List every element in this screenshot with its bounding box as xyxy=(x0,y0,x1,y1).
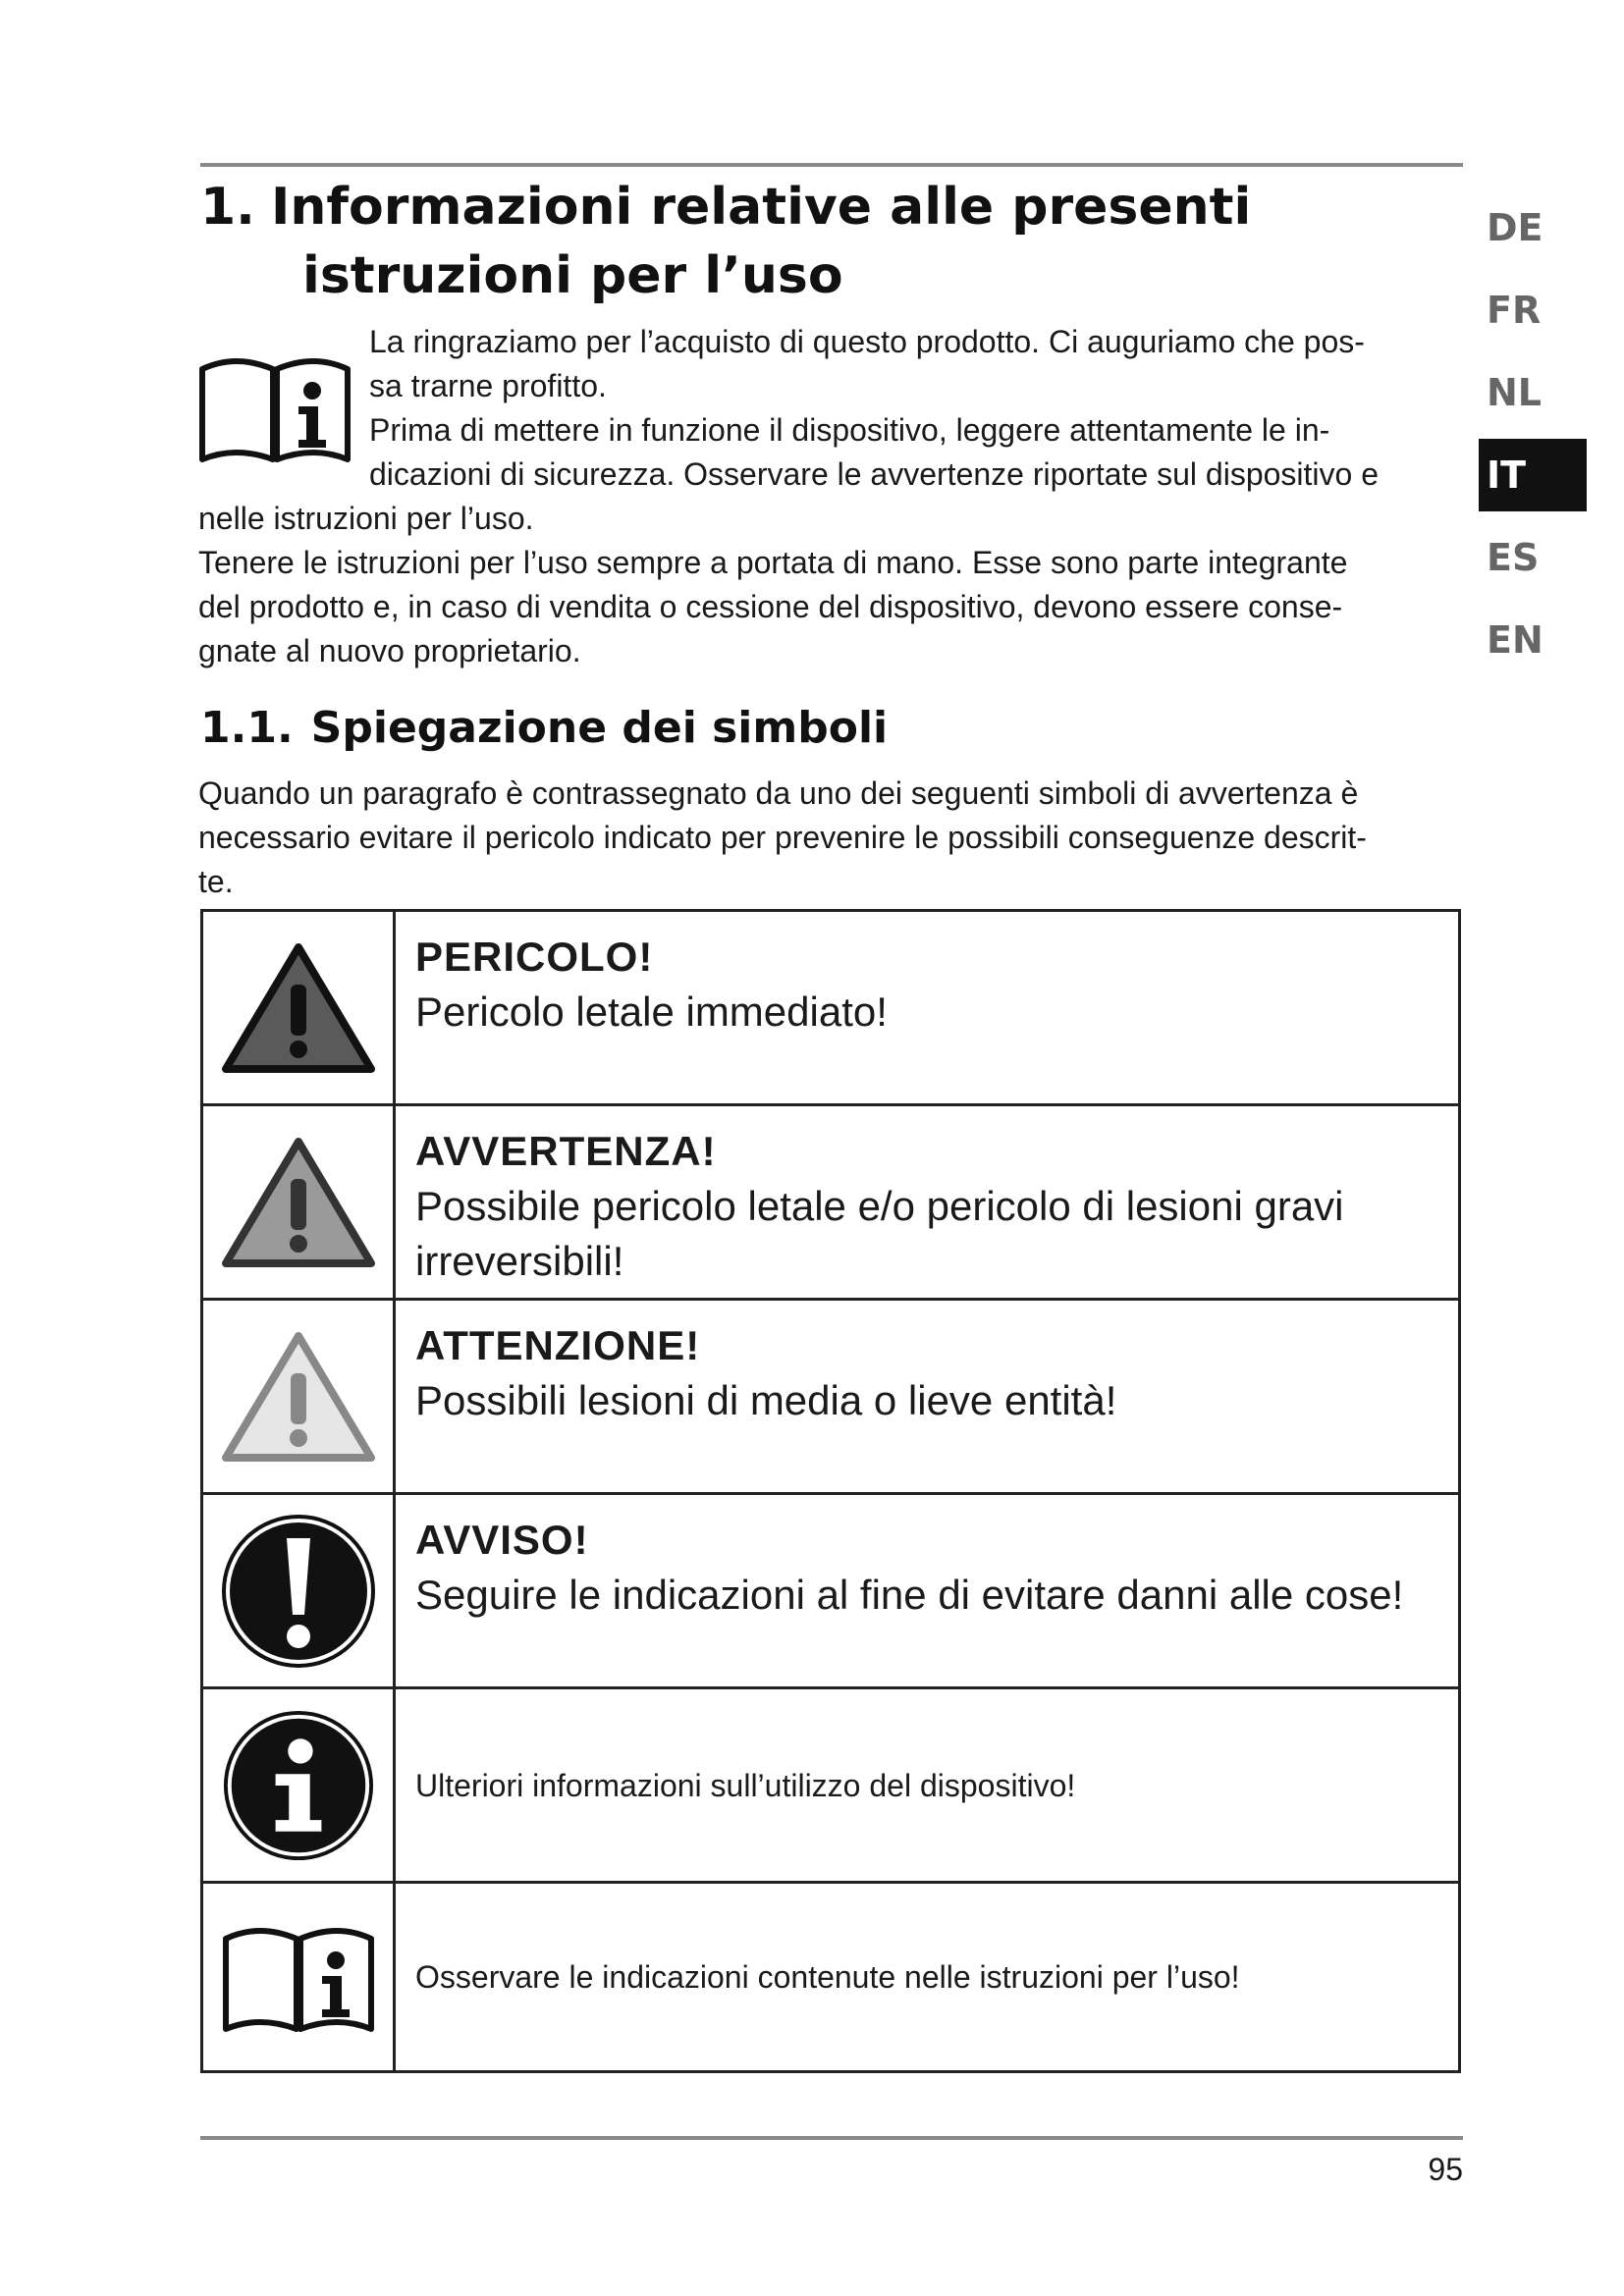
symbol-description: Osservare le indicazioni contenute nelle istruzioni per l’uso! xyxy=(415,1959,1240,1995)
intro-line: nelle istruzioni per l’uso. xyxy=(198,501,534,536)
intro-line: Prima di mettere in funzione il dispositivo, leggere attentamente le in- xyxy=(369,412,1330,448)
manual-book-icon xyxy=(196,349,353,465)
table-row xyxy=(203,1689,1458,1884)
intro-line: sa trarne profitto. xyxy=(369,368,607,403)
notice-exclamation-icon xyxy=(220,1513,377,1670)
subsection-title: Spiegazione dei simboli xyxy=(310,703,889,753)
top-rule xyxy=(200,163,1463,167)
intro-line: La ringraziamo per l’acquisto di questo prodotto. Ci auguriamo che pos- xyxy=(369,324,1365,359)
intro-line: gnate al nuovo proprietario. xyxy=(198,633,581,668)
language-tab-de[interactable]: DE xyxy=(1487,206,1543,249)
symbol-title: AVVISO! xyxy=(415,1517,589,1563)
language-tabs xyxy=(1479,187,1587,681)
warning-triangle-icon xyxy=(220,1136,377,1269)
lead-line: te. xyxy=(198,864,234,899)
table-row xyxy=(203,1106,1458,1301)
table-row xyxy=(203,1495,1458,1689)
intro-line: dicazioni di sicurezza. Osservare le avvertenze riportate sul dispositivo e xyxy=(369,456,1380,492)
language-tab-nl[interactable]: NL xyxy=(1487,371,1543,414)
intro-line: del prodotto e, in caso di vendita o cessione del dispositivo, devono essere conse- xyxy=(198,589,1343,624)
section-title-line2: istruzioni per l’uso xyxy=(302,246,843,305)
section-title-line1: Informazioni relative alle presenti xyxy=(271,178,1252,237)
language-tab-es[interactable]: ES xyxy=(1487,536,1540,579)
page-number: 95 xyxy=(1428,2152,1463,2187)
symbol-description: Ulteriori informazioni sull’utilizzo del dispositivo! xyxy=(415,1767,1076,1803)
intro-line: Tenere le istruzioni per l’uso sempre a portata di mano. Esse sono parte integrante xyxy=(198,545,1348,580)
info-circle-icon xyxy=(222,1709,375,1862)
symbol-description: Pericolo letale immediato! xyxy=(415,988,888,1035)
subsection-heading xyxy=(200,699,888,758)
symbols-lead-paragraph xyxy=(198,772,1465,904)
symbol-title: ATTENZIONE! xyxy=(415,1322,701,1368)
table-row xyxy=(203,912,1458,1106)
lead-line: necessario evitare il pericolo indicato per prevenire le possibili conseguenze descrit- xyxy=(198,820,1367,855)
language-tab-it[interactable]: IT xyxy=(1479,439,1587,511)
intro-paragraph-full xyxy=(198,497,1465,673)
bottom-rule xyxy=(200,2136,1463,2140)
symbols-table xyxy=(200,909,1461,2073)
symbol-title: AVVERTENZA! xyxy=(415,1128,717,1174)
language-tab-fr[interactable]: FR xyxy=(1487,289,1542,332)
manual-book-icon xyxy=(220,1919,377,2035)
lead-line: Quando un paragrafo è contrassegnato da uno dei seguenti simboli di avvertenza è xyxy=(198,775,1359,811)
danger-triangle-icon xyxy=(220,941,377,1075)
symbol-title: PERICOLO! xyxy=(415,934,654,980)
symbol-description: Possibile pericolo letale e/o pericolo di lesioni gravi irreversibili! xyxy=(415,1183,1344,1284)
subsection-number: 1.1. xyxy=(200,703,294,753)
intro-paragraph-wrapped xyxy=(369,320,1459,497)
caution-triangle-icon xyxy=(220,1330,377,1464)
section-number: 1. xyxy=(200,178,255,237)
table-row xyxy=(203,1884,1458,2070)
language-tab-en[interactable]: EN xyxy=(1487,618,1543,662)
symbol-description: Possibili lesioni di media o lieve entità! xyxy=(415,1377,1117,1423)
table-row xyxy=(203,1301,1458,1495)
symbol-description: Seguire le indicazioni al fine di evitare danni alle cose! xyxy=(415,1572,1404,1618)
